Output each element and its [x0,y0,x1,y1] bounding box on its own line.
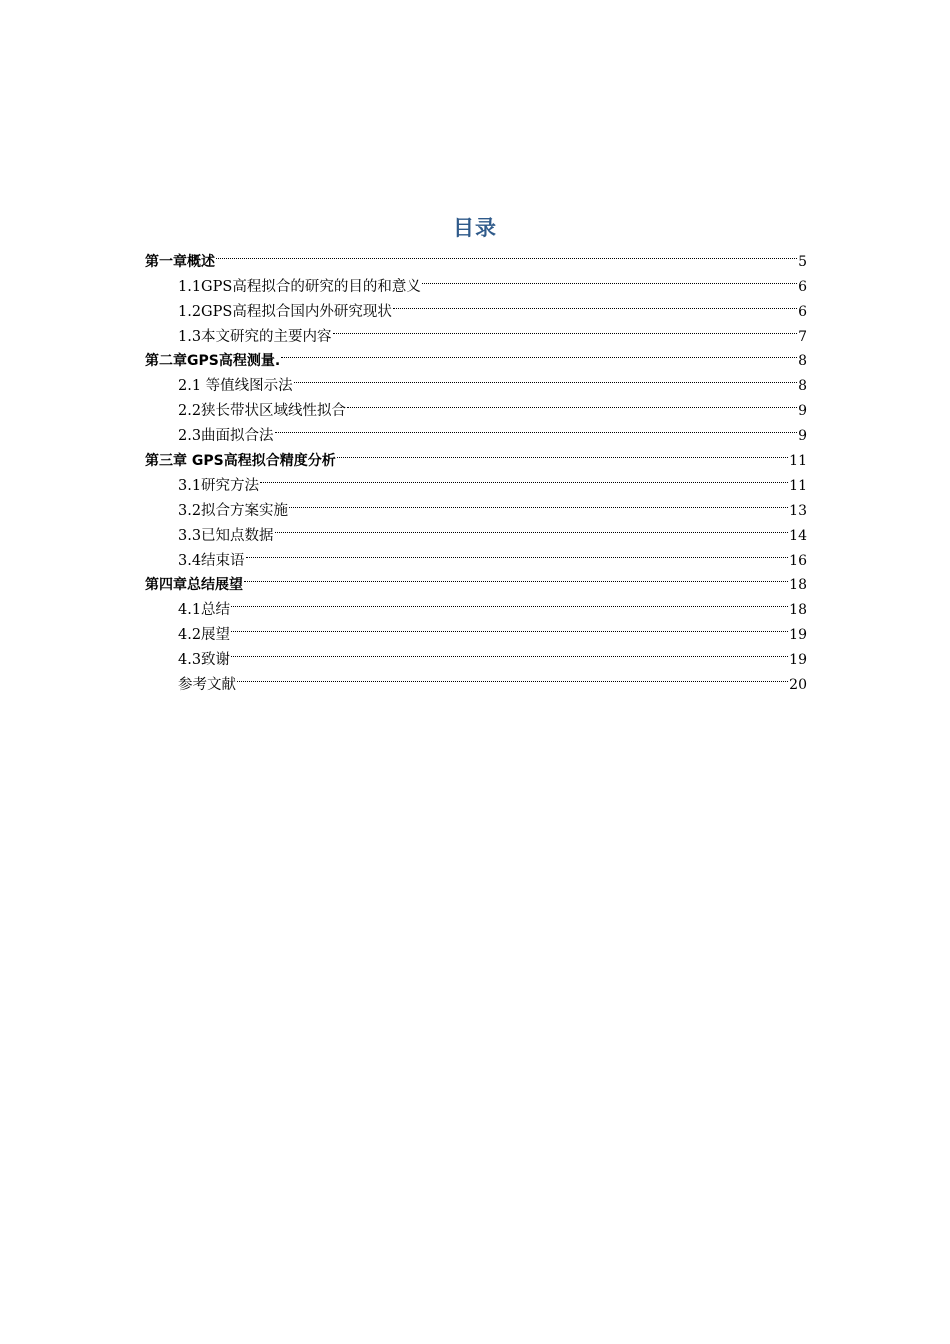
toc-entry-page: 6 [798,278,807,295]
toc-entry-label: 3.2拟合方案实施 [178,502,289,519]
toc-entry-page: 5 [798,253,807,270]
toc-entry-page: 13 [789,502,807,519]
toc-entry-label: 4.1总结 [178,602,231,619]
toc-entry-4-1[interactable] [145,589,807,619]
toc-entry-page: 8 [798,353,807,370]
dot-leader [216,241,797,266]
dot-leader [275,415,798,440]
toc-entry-label: 第四章总结展望 [145,577,243,594]
toc-entry-page: 9 [798,403,807,420]
dot-leader [231,639,788,664]
toc-entry-page: 20 [789,677,807,694]
toc-entry-page: 18 [789,577,807,594]
dot-leader [231,614,788,639]
toc-entry-label: 3.3已知点数据 [178,527,274,544]
toc-entry-page: 18 [789,602,807,619]
toc-entry-page: 8 [798,378,807,395]
toc-entry-page: 14 [789,527,807,544]
dot-leader [231,589,788,614]
toc-entry-page: 19 [789,627,807,644]
toc-entry-chapter-1[interactable] [145,241,807,270]
dot-leader [281,341,797,366]
toc-entry-label: 4.2展望 [178,627,231,644]
dot-leader [275,515,789,540]
toc-list [145,241,807,694]
toc-entry-label: 第二章GPS高程测量. [145,353,281,370]
toc-entry-label: 1.1GPS高程拟合的研究的目的和意义 [178,278,421,295]
dot-leader [393,291,797,316]
dot-leader [347,390,797,415]
dot-leader [289,490,788,515]
dot-leader [333,316,798,341]
toc-entry-page: 9 [798,428,807,445]
toc-entry-4-2[interactable] [145,614,807,644]
toc-entry-label: 3.4结束语 [178,552,245,569]
toc-entry-page: 11 [789,477,807,494]
toc-entry-page: 16 [789,552,807,569]
toc-entry-chapter-4[interactable] [145,565,807,594]
toc-entry-1-1[interactable] [145,266,807,295]
toc-entry-page: 7 [798,328,807,345]
toc-title: 目录 [453,216,497,241]
toc-entry-references[interactable] [145,664,807,694]
dot-leader [244,565,788,590]
dot-leader [246,540,789,565]
dot-leader [237,664,788,689]
toc-entry-label: 2.2狭长带状区域线性拟合 [178,403,347,420]
toc-entry-label: 1.2GPS高程拟合国内外研究现状 [178,303,392,320]
dot-leader [422,266,797,291]
toc-entry-label: 第一章概述 [145,253,215,270]
toc-entry-4-3[interactable] [145,639,807,669]
toc-entry-label: 参考文献 [178,677,236,694]
toc-entry-label: 4.3致谢 [178,652,231,669]
toc-entry-label: 第三章 GPS高程拟合精度分析 [145,453,336,470]
toc-entry-label: 2.3曲面拟合法 [178,428,274,445]
toc-entry-page: 19 [789,652,807,669]
dot-leader [260,465,788,490]
toc-entry-label: 3.1研究方法 [178,477,260,494]
dot-leader [294,365,797,390]
toc-entry-label: 2.1 等值线图示法 [178,378,293,395]
toc-entry-page: 6 [798,303,807,320]
toc-entry-label: 1.3本文研究的主要内容 [178,328,332,345]
toc-entry-page: 11 [789,453,807,470]
dot-leader [337,440,788,465]
